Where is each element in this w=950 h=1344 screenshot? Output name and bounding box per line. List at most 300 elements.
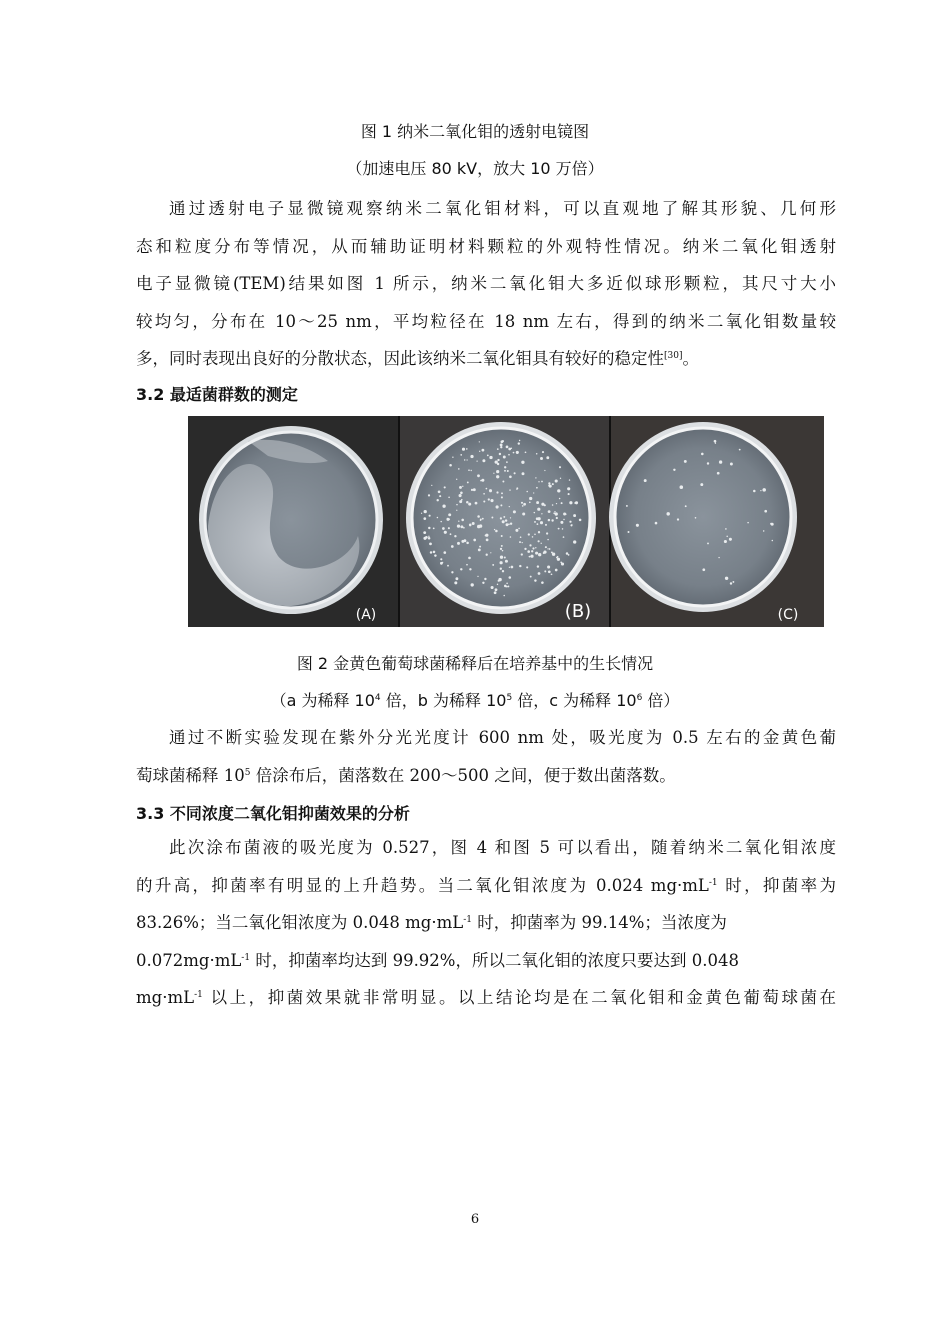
colony-dot — [491, 517, 493, 519]
colony-dot — [462, 486, 463, 487]
colony-dot — [442, 527, 445, 530]
colony-dot — [548, 519, 550, 521]
colony-dot — [506, 446, 509, 449]
text-run: 萄球菌稀释 10 — [136, 765, 245, 785]
colony-dot — [530, 555, 533, 558]
figure-1-subcaption: （加速电压 80 kV，放大 10 万倍） — [346, 159, 604, 178]
colony-dot — [525, 451, 527, 453]
colony-dot — [429, 515, 431, 517]
colony-dot — [473, 539, 476, 542]
colony-dot — [534, 579, 536, 581]
colony-dot — [502, 570, 504, 572]
colony-dot — [495, 588, 498, 591]
colony-dot — [473, 488, 476, 491]
colony-dot — [494, 529, 495, 530]
colony-dot — [573, 540, 576, 543]
text-run: 的升高，抑菌率有明显的上升趋势。当二氧化钼浓度为 0.024 mg·mL — [136, 875, 709, 895]
colony-dot — [552, 504, 554, 506]
colony-dot — [481, 449, 484, 452]
colony-dot — [437, 517, 439, 519]
paragraph-line — [136, 757, 836, 795]
colony-dot — [532, 547, 534, 549]
petri-dish-illustration — [188, 416, 824, 627]
colony-dot — [466, 564, 468, 566]
colony-dot — [532, 536, 534, 538]
colony-dot — [501, 545, 503, 547]
colony-dot — [487, 455, 489, 457]
colony-dot — [714, 440, 717, 443]
colony-dot — [434, 554, 436, 556]
colony-dot — [537, 508, 540, 511]
colony-dot — [555, 569, 558, 572]
text-run: mg·mL — [136, 988, 195, 1007]
colony-dot — [460, 492, 463, 495]
colony-dot — [556, 517, 558, 519]
colony-dot — [760, 490, 761, 491]
colony-dot — [424, 510, 427, 513]
colony-dot — [719, 460, 722, 463]
colony-dot — [666, 512, 669, 515]
paragraph-line: 此次涂布菌液的吸光度为 0.527，图 4 和图 5 可以看出，随着纳米二氧化钼浓度 — [169, 838, 836, 857]
colony-dot — [563, 536, 565, 538]
colony-dot — [428, 536, 429, 537]
colony-dot — [456, 504, 458, 506]
colony-dot — [444, 486, 446, 488]
colony-dot — [430, 551, 432, 553]
colony-dot — [533, 492, 534, 493]
colony-dot — [522, 542, 523, 543]
colony-dot — [509, 567, 510, 568]
colony-dot — [493, 473, 494, 474]
figure-2-caption: 图 2 金黄色葡萄球菌稀释后在培养基中的生长情况 — [296, 654, 654, 673]
colony-dot — [461, 540, 464, 543]
colony-dot — [440, 562, 443, 565]
colony-dot — [475, 502, 478, 505]
colony-dot — [561, 562, 564, 565]
colony-dot — [753, 490, 756, 493]
colony-dot — [732, 581, 734, 583]
colony-dot — [460, 568, 462, 570]
colony-dot — [509, 475, 512, 478]
figure-2-petri-dish-photo — [188, 416, 824, 627]
colony-dot — [454, 535, 456, 537]
dish-c — [609, 422, 797, 612]
colony-dot — [559, 466, 561, 468]
colony-dot — [519, 440, 520, 441]
colony-dot — [459, 500, 462, 503]
citation-ref: [30] — [664, 351, 683, 361]
colony-dot — [538, 540, 540, 542]
colony-dot — [489, 456, 492, 459]
colony-dot — [496, 505, 499, 508]
dish-b — [406, 422, 596, 614]
colony-dot — [450, 533, 452, 535]
colony-dot — [544, 570, 546, 572]
colony-dot — [685, 505, 687, 507]
colony-dot — [673, 469, 675, 471]
colony-dot — [579, 519, 582, 522]
colony-dot — [501, 496, 503, 498]
paragraph-optimal-colony — [136, 719, 836, 794]
colony-dot — [470, 455, 473, 458]
colony-dot — [519, 541, 521, 543]
colony-dot — [443, 551, 446, 554]
colony-dot — [466, 459, 467, 460]
colony-dot — [468, 557, 471, 560]
colony-dot — [508, 454, 510, 456]
colony-dot — [560, 478, 561, 479]
colony-dot — [507, 585, 509, 587]
colony-dot — [459, 486, 462, 489]
colony-dot — [506, 560, 508, 562]
paragraph-line: 态和粒度分布等情况，从而辅助证明材料颗粒的外观特性情况。纳米二氧化钼透射 — [136, 236, 836, 256]
colony-dot — [515, 529, 518, 532]
colony-dot — [574, 502, 576, 504]
colony-dot — [538, 553, 541, 556]
colony-dot — [460, 525, 463, 528]
colony-dot — [506, 461, 508, 463]
colony-dot — [762, 488, 766, 492]
colony-dot — [702, 568, 705, 571]
colony-dot — [536, 501, 539, 504]
colony-dot — [730, 582, 732, 584]
colony-dot — [464, 459, 465, 460]
colony-dot — [548, 510, 551, 513]
colony-dot — [471, 470, 472, 471]
colony-dot — [457, 524, 460, 527]
colony-dot — [536, 453, 538, 455]
colony-dot — [467, 481, 469, 483]
colony-dot — [485, 534, 487, 536]
text-run: 时，抑菌率为 — [717, 875, 836, 895]
colony-dot — [460, 454, 462, 456]
colony-dot — [567, 487, 570, 490]
colony-dot — [444, 531, 447, 534]
colony-dot — [725, 528, 727, 530]
colony-dot — [468, 503, 471, 506]
colony-dot — [486, 554, 488, 556]
colony-dot — [522, 505, 524, 507]
colony-dot — [513, 452, 515, 454]
colony-dot — [500, 517, 502, 519]
colony-dot — [546, 532, 548, 534]
colony-dot — [548, 482, 550, 484]
colony-dot — [476, 460, 477, 461]
colony-dot — [552, 483, 554, 485]
colony-dot — [557, 558, 560, 561]
colony-dot — [555, 479, 558, 482]
colony-dot — [522, 472, 525, 475]
colony-dot — [423, 531, 426, 534]
colony-dot — [764, 510, 767, 513]
colony-dot — [479, 546, 481, 548]
exponent: 5 — [244, 767, 251, 778]
colony-dot — [548, 570, 551, 573]
colony-dot — [428, 537, 431, 540]
colony-dot — [559, 498, 561, 500]
paragraph-line: 通过透射电子显微镜观察纳米二氧化钼材料，可以直观地了解其形貌、几何形 — [169, 199, 836, 218]
colony-dot — [425, 536, 428, 539]
panel-label-b: (B) — [564, 601, 592, 622]
colony-dot — [739, 449, 741, 451]
exponent: 4 — [374, 693, 381, 703]
colony-dot — [496, 491, 498, 493]
colony-dot — [494, 591, 497, 594]
colony-dot — [518, 528, 520, 530]
colony-dot — [491, 586, 494, 589]
colony-dot — [524, 548, 526, 550]
colony-dot — [496, 470, 499, 473]
colony-dot — [772, 540, 774, 542]
colony-dot — [513, 510, 516, 513]
exponent: -1 — [241, 952, 251, 963]
colony-dot — [499, 561, 502, 564]
colony-dot — [569, 521, 571, 523]
colony-dot — [454, 581, 457, 584]
colony-dot — [459, 494, 462, 497]
colony-dot — [472, 522, 475, 525]
colony-dot — [456, 510, 457, 511]
colony-dot — [482, 582, 484, 584]
paragraph-line — [136, 867, 836, 905]
paragraph-line — [136, 942, 836, 980]
colony-dot — [503, 516, 505, 518]
colony-dot — [490, 552, 491, 553]
colony-dot — [489, 489, 492, 492]
colony-dot — [545, 546, 547, 548]
paragraph-line — [136, 979, 836, 1017]
colony-dot — [537, 517, 540, 520]
colony-dot — [544, 470, 545, 471]
colony-dot — [655, 522, 658, 525]
colony-dot — [726, 536, 727, 537]
colony-dot — [451, 571, 453, 573]
colony-dot — [763, 530, 764, 531]
colony-dot — [496, 475, 499, 478]
colony-dot — [552, 553, 555, 556]
colony-dot — [479, 524, 482, 527]
colony-dot — [700, 483, 703, 486]
colony-dot — [433, 551, 436, 554]
text-run: 。 — [682, 349, 699, 368]
text-run: 倍涂布后，菌落数在 200～500 之间，便于数出菌落数。 — [250, 765, 676, 785]
colony-dot — [529, 556, 531, 558]
colony-dot — [540, 457, 543, 460]
colony-dot — [695, 517, 697, 519]
colony-dot — [707, 542, 709, 544]
colony-dot — [481, 479, 484, 482]
colony-dot — [541, 513, 542, 514]
colony-dot — [500, 443, 503, 446]
colony-dot — [500, 504, 502, 506]
colony-dot — [504, 585, 507, 588]
colony-dot — [497, 448, 499, 450]
colony-dot — [537, 565, 539, 567]
text-run: （a 为稀释 10 — [270, 691, 375, 710]
colony-dot — [488, 498, 490, 500]
colony-dot — [677, 518, 679, 520]
colony-dot — [486, 539, 489, 542]
colony-dot — [479, 441, 480, 442]
colony-dot — [471, 489, 473, 491]
colony-dot — [448, 497, 450, 499]
colony-dot — [569, 501, 572, 504]
text-run: 倍，b 为稀释 10 — [380, 691, 507, 710]
colony-dot — [518, 442, 520, 444]
colony-dot — [715, 443, 716, 444]
colony-dot — [500, 446, 502, 448]
colony-dot — [455, 577, 458, 580]
colony-dot — [510, 536, 512, 538]
colony-dot — [428, 494, 430, 496]
colony-dot — [571, 524, 572, 525]
colony-dot — [566, 552, 569, 555]
paragraph-line — [136, 340, 836, 378]
colony-dot — [503, 456, 506, 459]
exponent: -1 — [194, 990, 203, 1000]
colony-dot — [628, 531, 630, 533]
colony-dot — [501, 492, 503, 494]
colony-dot — [469, 568, 471, 570]
colony-dot — [541, 543, 542, 544]
text-run: 多，同时表现出良好的分散状态，因此该纳米二氧化钼具有较好的稳定性 — [136, 349, 664, 368]
colony-dot — [480, 519, 481, 520]
colony-dot — [528, 533, 530, 535]
text-run: 83.26%；当二氧化钼浓度为 0.048 mg·mL — [136, 913, 464, 932]
colony-dot — [501, 535, 503, 537]
colony-dot — [537, 523, 539, 525]
colony-dot — [495, 460, 498, 463]
colony-dot — [729, 538, 732, 541]
colony-dot — [541, 581, 544, 584]
colony-dot — [529, 497, 532, 500]
colony-dot — [516, 487, 518, 489]
colony-dot — [466, 448, 468, 450]
colony-dot — [428, 527, 430, 529]
colony-dot — [555, 512, 558, 515]
colony-dot — [463, 527, 465, 529]
colony-dot — [554, 511, 555, 512]
colony-dot — [448, 527, 450, 529]
colony-dot — [538, 572, 541, 575]
colony-dot — [521, 461, 524, 464]
text-run: 0.072mg·mL — [136, 950, 242, 970]
colony-dot — [547, 565, 550, 568]
colony-dot — [535, 477, 536, 478]
paragraph-tem-results — [136, 190, 836, 378]
colony-dot — [502, 481, 504, 483]
exponent: -1 — [708, 877, 718, 888]
colony-dot — [530, 576, 532, 578]
colony-dot — [421, 513, 422, 514]
colony-dot — [771, 523, 774, 526]
colony-dot — [461, 499, 463, 501]
colony-dot — [451, 545, 454, 548]
colony-dot — [730, 463, 733, 466]
colony-dot — [521, 502, 523, 504]
colony-dot — [461, 519, 464, 522]
colony-dot — [514, 472, 516, 474]
colony-dot — [452, 457, 453, 458]
colony-dot — [725, 577, 728, 580]
colony-dot — [569, 479, 570, 480]
section-heading-3-3: 3.3 不同浓度二氧化钼抑菌效果的分析 — [136, 804, 410, 823]
colony-dot — [626, 505, 628, 507]
colony-dot — [482, 459, 485, 462]
colony-dot — [505, 519, 507, 521]
colony-dot — [707, 462, 709, 464]
colony-dot — [458, 521, 459, 522]
colony-dot — [562, 528, 564, 530]
colony-dot — [456, 479, 457, 480]
colony-dot — [519, 565, 521, 567]
colony-dot — [429, 543, 432, 546]
colony-dot — [546, 456, 549, 459]
figure-1-caption: 图 1 纳米二氧化钼的透射电镜图 — [360, 122, 590, 141]
colony-dot — [483, 493, 485, 495]
colony-dot — [526, 566, 528, 568]
colony-dot — [486, 488, 488, 490]
colony-dot — [499, 453, 501, 455]
colony-dot — [510, 517, 511, 518]
colony-dot — [551, 573, 553, 575]
colony-dot — [549, 548, 551, 550]
colony-dot — [500, 568, 502, 570]
colony-dot — [547, 539, 548, 540]
section-heading-3-2: 3.2 最适菌群数的测定 — [136, 385, 298, 404]
colony-dot — [543, 551, 546, 554]
colony-dot — [680, 485, 684, 489]
colony-dot — [545, 524, 547, 526]
paragraph-line: 通过不断实验发现在紫外分光光度计 600 nm 处，吸光度为 0.5 左右的金黄色葡 — [169, 728, 836, 747]
paragraph-line — [136, 904, 836, 942]
colony-dot — [509, 506, 510, 507]
colony-dot — [484, 578, 486, 580]
colony-dot — [431, 485, 432, 486]
colony-dot — [447, 518, 449, 520]
colony-dot — [568, 554, 570, 556]
colony-dot — [538, 481, 539, 482]
colony-dot — [500, 548, 502, 550]
paragraph-antibacterial-effect — [136, 829, 836, 1017]
colony-dot — [526, 491, 528, 493]
colony-dot — [447, 565, 449, 567]
dish-a — [199, 426, 383, 614]
text-run: 倍） — [642, 691, 680, 710]
text-run: 时，抑菌率为 99.14%；当浓度为 — [471, 913, 727, 932]
colony-dot — [563, 519, 564, 520]
colony-dot — [490, 499, 493, 502]
colony-dot — [511, 566, 514, 569]
colony-dot — [492, 564, 494, 566]
colony-dot — [449, 464, 452, 467]
colony-dot — [497, 459, 499, 461]
page-number: 6 — [470, 1212, 480, 1227]
colony-dot — [504, 466, 506, 468]
colony-dot — [535, 552, 538, 555]
colony-dot — [502, 520, 505, 523]
colony-dot — [506, 583, 508, 585]
colony-dot — [440, 558, 442, 560]
colony-dot — [498, 578, 501, 581]
colony-dot — [536, 487, 538, 489]
text-run: 倍，c 为稀释 10 — [512, 691, 637, 710]
colony-dot — [747, 522, 749, 524]
colony-dot — [457, 542, 460, 545]
colony-dot — [482, 518, 484, 520]
colony-dot — [547, 548, 548, 549]
exponent: 5 — [506, 693, 513, 703]
